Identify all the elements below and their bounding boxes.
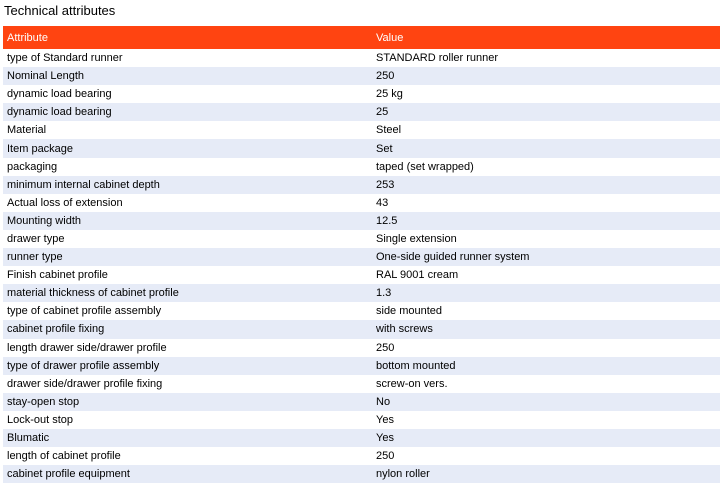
table-row — [3, 85, 720, 103]
attribute-cell: cabinet profile fixing — [3, 320, 371, 338]
table-row — [3, 158, 720, 176]
table-row — [3, 302, 720, 320]
attribute-cell: type of drawer profile assembly — [3, 357, 371, 375]
value-cell: 25 kg — [371, 85, 720, 103]
table-row — [3, 429, 720, 447]
attribute-cell: Item package — [3, 139, 371, 157]
table-row — [3, 67, 720, 85]
attribute-cell: Lock-out stop — [3, 411, 371, 429]
value-cell: 43 — [371, 194, 720, 212]
table-row — [3, 212, 720, 230]
table-row — [3, 121, 720, 139]
value-cell: with screws — [371, 320, 720, 338]
value-cell: 1.3 — [371, 284, 720, 302]
table-body — [3, 49, 720, 483]
table-row — [3, 339, 720, 357]
attribute-cell: dynamic load bearing — [3, 103, 371, 121]
table-row — [3, 375, 720, 393]
table-row — [3, 393, 720, 411]
table-row — [3, 357, 720, 375]
table-row — [3, 411, 720, 429]
attribute-cell: drawer type — [3, 230, 371, 248]
attribute-cell: type of cabinet profile assembly — [3, 302, 371, 320]
attribute-cell: Mounting width — [3, 212, 371, 230]
attribute-cell: dynamic load bearing — [3, 85, 371, 103]
value-cell: 25 — [371, 103, 720, 121]
value-cell: 250 — [371, 339, 720, 357]
table-header-row — [3, 26, 720, 49]
value-cell: Set — [371, 139, 720, 157]
table-row — [3, 194, 720, 212]
table-row — [3, 320, 720, 338]
value-cell: Steel — [371, 121, 720, 139]
attribute-cell: length drawer side/drawer profile — [3, 339, 371, 357]
attribute-cell: Material — [3, 121, 371, 139]
attribute-cell: Finish cabinet profile — [3, 266, 371, 284]
value-cell: Single extension — [371, 230, 720, 248]
attribute-cell: runner type — [3, 248, 371, 266]
table-row — [3, 230, 720, 248]
value-cell: 253 — [371, 176, 720, 194]
value-cell: nylon roller — [371, 465, 720, 483]
attribute-cell: type of Standard runner — [3, 49, 371, 67]
column-header-value: Value — [371, 26, 720, 49]
technical-attributes-table — [3, 26, 720, 483]
attribute-cell: minimum internal cabinet depth — [3, 176, 371, 194]
table-row — [3, 266, 720, 284]
value-cell: Yes — [371, 429, 720, 447]
table-row — [3, 465, 720, 483]
table-row — [3, 139, 720, 157]
value-cell: No — [371, 393, 720, 411]
value-cell: bottom mounted — [371, 357, 720, 375]
table-row — [3, 176, 720, 194]
value-cell: RAL 9001 cream — [371, 266, 720, 284]
value-cell: 250 — [371, 447, 720, 465]
value-cell: One-side guided runner system — [371, 248, 720, 266]
table-row — [3, 49, 720, 67]
attribute-cell: Blumatic — [3, 429, 371, 447]
column-header-attribute: Attribute — [3, 26, 371, 49]
attribute-cell: cabinet profile equipment — [3, 465, 371, 483]
table-row — [3, 284, 720, 302]
table-row — [3, 103, 720, 121]
section-title: Technical attributes — [4, 3, 116, 18]
attribute-cell: stay-open stop — [3, 393, 371, 411]
value-cell: 250 — [371, 67, 720, 85]
attribute-cell: drawer side/drawer profile fixing — [3, 375, 371, 393]
value-cell: side mounted — [371, 302, 720, 320]
value-cell: 12.5 — [371, 212, 720, 230]
value-cell: screw-on vers. — [371, 375, 720, 393]
table-row — [3, 248, 720, 266]
attribute-cell: Actual loss of extension — [3, 194, 371, 212]
value-cell: taped (set wrapped) — [371, 158, 720, 176]
table-row — [3, 447, 720, 465]
attribute-cell: length of cabinet profile — [3, 447, 371, 465]
attribute-cell: packaging — [3, 158, 371, 176]
attribute-cell: Nominal Length — [3, 67, 371, 85]
attribute-cell: material thickness of cabinet profile — [3, 284, 371, 302]
value-cell: Yes — [371, 411, 720, 429]
value-cell: STANDARD roller runner — [371, 49, 720, 67]
